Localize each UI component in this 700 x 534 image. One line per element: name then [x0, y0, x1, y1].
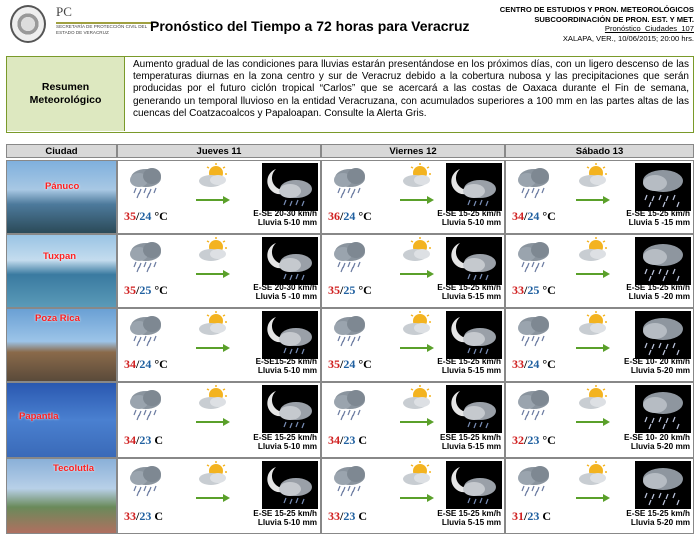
- wind-rain-info: [253, 209, 317, 228]
- temp-separator: /: [340, 283, 344, 297]
- wind-text: E-SE 15-25 km/h: [626, 209, 690, 218]
- temp-unit: C: [358, 509, 368, 523]
- temp-max: 36: [328, 209, 340, 223]
- temp-separator: /: [524, 433, 528, 447]
- wind-rain-info: [624, 433, 690, 452]
- day-forecast-cell: [321, 308, 505, 382]
- temp-max: 34: [124, 357, 136, 371]
- arrow-right-icon: [576, 413, 610, 421]
- temp-min: 23: [139, 509, 152, 523]
- cloud-rain-icon: [514, 313, 554, 347]
- wind-rain-info: [253, 433, 317, 452]
- day-forecast-cell: [505, 382, 694, 458]
- cloud-rain-icon: [330, 165, 370, 199]
- moon-cloud-rain-icon: [446, 461, 502, 509]
- temp-separator: /: [136, 357, 140, 371]
- cloud-rain-icon: [126, 313, 166, 347]
- rain-text: Lluvia 5 -15 mm: [628, 218, 690, 228]
- sun-cloud-icon: [196, 461, 230, 487]
- day-forecast-cell: [117, 458, 321, 534]
- wind-rain-info: [437, 357, 501, 376]
- city-cell: [6, 308, 117, 382]
- arrow-right-icon: [196, 489, 230, 497]
- wind-text: E-SE 15-25 km/h: [626, 283, 690, 292]
- temp-unit: °C: [542, 357, 556, 371]
- cloud-rain-icon: [514, 387, 554, 421]
- sun-cloud-icon: [400, 237, 434, 263]
- temp-max: 33: [512, 357, 524, 371]
- arrow-right-icon: [576, 339, 610, 347]
- temp-unit: °C: [358, 357, 372, 371]
- arrow-right-icon: [196, 265, 230, 273]
- temp-min: 24: [139, 357, 152, 371]
- temp-unit: °C: [542, 433, 556, 447]
- temp-min: 23: [527, 509, 540, 523]
- temp-max: 32: [512, 433, 524, 447]
- arrow-right-icon: [400, 413, 434, 421]
- temp-max: 35: [328, 357, 340, 371]
- temperature: [124, 509, 163, 524]
- temp-min: 23: [343, 433, 356, 447]
- day-forecast-cell: [321, 382, 505, 458]
- temp-separator: /: [524, 357, 528, 371]
- temp-unit: C: [542, 509, 552, 523]
- cloud-rain-icon: [514, 463, 554, 497]
- temp-min: 25: [343, 283, 356, 297]
- night-rain-icon: [635, 461, 691, 509]
- rain-text: Lluvia 5-20 mm: [630, 518, 690, 528]
- org-line1: CENTRO DE ESTUDIOS Y PRON. METEOROLÓGICOS: [499, 5, 694, 14]
- sun-cloud-icon: [576, 461, 610, 487]
- temp-max: 34: [328, 433, 340, 447]
- moon-cloud-rain-icon: [262, 461, 318, 509]
- temp-unit: C: [358, 433, 368, 447]
- city-cell: [6, 382, 117, 458]
- rain-text: Lluvia 5 -10 mm: [255, 292, 317, 302]
- summary-label-line2: Meteorológico: [29, 94, 102, 106]
- night-rain-icon: [635, 163, 691, 211]
- temp-max: 35: [124, 283, 136, 297]
- wind-rain-info: [624, 357, 690, 376]
- day-forecast-cell: [505, 234, 694, 308]
- rain-text: Lluvia 5-10 mm: [257, 218, 317, 228]
- arrow-right-icon: [400, 265, 434, 273]
- temp-unit: °C: [358, 283, 372, 297]
- wind-text: E-SE 15-25 km/h: [437, 509, 501, 518]
- temp-unit: °C: [542, 283, 556, 297]
- temp-separator: /: [524, 283, 528, 297]
- sun-cloud-icon: [576, 311, 610, 337]
- temp-separator: /: [136, 509, 140, 523]
- city-name: Pánuco: [45, 181, 80, 192]
- temp-min: 23: [343, 509, 356, 523]
- summary-label: [7, 57, 125, 131]
- sun-cloud-icon: [576, 385, 610, 411]
- sun-cloud-icon: [400, 461, 434, 487]
- city-name: Tecolutla: [53, 463, 94, 474]
- wind-rain-info: [253, 509, 317, 528]
- rain-text: Lluvia 5-15 mm: [441, 518, 501, 528]
- day-forecast-cell: [117, 160, 321, 234]
- arrow-right-icon: [400, 489, 434, 497]
- temperature: [512, 209, 556, 224]
- summary-label-line1: Resumen: [41, 81, 90, 93]
- temperature: [512, 283, 556, 298]
- table-row: [6, 160, 694, 234]
- wind-rain-info: [440, 433, 501, 452]
- arrow-right-icon: [576, 191, 610, 199]
- temp-separator: /: [524, 209, 528, 223]
- wind-text: E-SE 15-25 km/h: [437, 209, 501, 218]
- temp-unit: °C: [154, 283, 168, 297]
- cloud-rain-icon: [126, 387, 166, 421]
- temp-min: 23: [527, 433, 540, 447]
- temp-unit: °C: [542, 209, 556, 223]
- cloud-rain-icon: [126, 463, 166, 497]
- temperature: [328, 283, 372, 298]
- temperature: [124, 433, 163, 448]
- wind-rain-info: [437, 509, 501, 528]
- temp-min: 24: [343, 357, 356, 371]
- temp-separator: /: [136, 283, 140, 297]
- table-row: [6, 458, 694, 534]
- rain-text: Lluvia 5-10 mm: [257, 442, 317, 452]
- sun-cloud-icon: [196, 385, 230, 411]
- day-forecast-cell: [505, 458, 694, 534]
- temp-max: 34: [124, 433, 136, 447]
- moon-cloud-rain-icon: [446, 237, 502, 285]
- day-forecast-cell: [505, 160, 694, 234]
- day-forecast-cell: [321, 458, 505, 534]
- temp-max: 33: [512, 283, 524, 297]
- pc-logo-text: PC: [56, 4, 72, 19]
- wind-rain-info: [253, 283, 317, 302]
- temp-unit: C: [154, 509, 164, 523]
- city-name: Papantla: [19, 411, 59, 422]
- sun-cloud-icon: [400, 385, 434, 411]
- temperature: [124, 209, 168, 224]
- sun-cloud-icon: [576, 237, 610, 263]
- cloud-rain-icon: [126, 165, 166, 199]
- moon-cloud-rain-icon: [446, 311, 502, 359]
- wind-rain-info: [626, 209, 690, 228]
- wind-text: E-SE15-25 km/h: [255, 357, 317, 366]
- temperature: [328, 509, 367, 524]
- day-forecast-cell: [505, 308, 694, 382]
- rain-text: Lluvia 5-10 mm: [441, 218, 501, 228]
- rain-text: Lluvia 5-10 mm: [257, 518, 317, 528]
- temp-unit: °C: [154, 357, 168, 371]
- temp-min: 24: [343, 209, 356, 223]
- pc-logo: [56, 4, 146, 36]
- rain-text: Lluvia 5-15 mm: [441, 292, 501, 302]
- temp-min: 24: [139, 209, 152, 223]
- org-info: [500, 5, 694, 43]
- cloud-rain-icon: [330, 463, 370, 497]
- temp-unit: C: [154, 433, 164, 447]
- temp-max: 35: [328, 283, 340, 297]
- summary-box: [6, 56, 694, 133]
- night-rain-icon: [635, 311, 691, 359]
- arrow-right-icon: [196, 339, 230, 347]
- city-name: Tuxpan: [43, 251, 77, 262]
- arrow-right-icon: [576, 489, 610, 497]
- moon-cloud-rain-icon: [262, 163, 318, 211]
- arrow-right-icon: [196, 413, 230, 421]
- temp-max: 33: [124, 509, 136, 523]
- temp-separator: /: [340, 433, 344, 447]
- summary-text: Aumento gradual de las condiciones para lluvias estarán presentándose en los próximos días, con un ligero descenso de las temperaturas diurnas en la zona centro y sur de Veracruz debido a la cobertura nubosa y las precipitaciones que serán producidas por el futuro ciclón tropical “Carlos” que se acercará a las costas de Oaxaca durante el Fin de semana, generando un temporal lluvioso en la entidad Veracruzana, con acumulados superiores a 100 mm en las partes altas de las cuencas del Coatzacoalcos y Papaloapan. Consulte la Alerta Gris.: [133, 59, 689, 119]
- cloud-rain-icon: [514, 165, 554, 199]
- table-row: [6, 382, 694, 458]
- temperature: [124, 357, 168, 372]
- temp-max: 31: [512, 509, 524, 523]
- temp-max: 35: [124, 209, 136, 223]
- moon-cloud-rain-icon: [262, 311, 318, 359]
- day-forecast-cell: [117, 382, 321, 458]
- rain-text: Lluvia 5-15 mm: [441, 442, 501, 452]
- temperature: [328, 209, 372, 224]
- temp-separator: /: [524, 509, 528, 523]
- wind-text: E-SE 10- 20 km/h: [624, 433, 690, 442]
- city-cell: [6, 160, 117, 234]
- arrow-right-icon: [576, 265, 610, 273]
- rain-text: Lluvia 5-10 mm: [257, 366, 317, 376]
- header-day2: Viernes 12: [321, 144, 505, 158]
- temp-separator: /: [340, 357, 344, 371]
- moon-cloud-rain-icon: [262, 237, 318, 285]
- page-title: Pronóstico del Tiempo a 72 horas para Veracruz: [150, 18, 470, 34]
- temp-min: 23: [139, 433, 152, 447]
- pc-logo-subtitle: SECRETARÍA DE PROTECCIÓN CIVIL DEL ESTADO DE VERACRUZ: [56, 24, 147, 35]
- arrow-right-icon: [196, 191, 230, 199]
- temperature: [124, 283, 168, 298]
- wind-text: E-SE 20-30 km/h: [253, 283, 317, 292]
- wind-text: E-SE 15-25 km/h: [437, 283, 501, 292]
- temp-separator: /: [340, 209, 344, 223]
- day-forecast-cell: [321, 234, 505, 308]
- table-row: [6, 234, 694, 308]
- moon-cloud-rain-icon: [446, 163, 502, 211]
- temp-separator: /: [136, 433, 140, 447]
- temp-unit: °C: [154, 209, 168, 223]
- sun-cloud-icon: [196, 311, 230, 337]
- sun-cloud-icon: [196, 237, 230, 263]
- wind-text: E-SE 15-25 km/h: [437, 357, 501, 366]
- wind-text: E-SE 15-25 km/h: [253, 509, 317, 518]
- wind-rain-info: [626, 509, 690, 528]
- temperature: [512, 433, 556, 448]
- city-cell: [6, 458, 117, 534]
- wind-text: E-SE 10- 20 km/h: [624, 357, 690, 366]
- city-name: Poza Rica: [35, 313, 80, 324]
- sun-cloud-icon: [576, 163, 610, 189]
- rain-text: Lluvia 5 -20 mm: [628, 292, 690, 302]
- temp-max: 33: [328, 509, 340, 523]
- temperature: [328, 357, 372, 372]
- wind-rain-info: [437, 283, 501, 302]
- arrow-right-icon: [400, 339, 434, 347]
- header-day1: Jueves 11: [117, 144, 321, 158]
- moon-cloud-rain-icon: [262, 385, 318, 433]
- temp-min: 24: [527, 357, 540, 371]
- rain-text: Lluvia 5-20 mm: [630, 442, 690, 452]
- night-rain-icon: [635, 237, 691, 285]
- temp-max: 34: [512, 209, 524, 223]
- day-forecast-cell: [117, 308, 321, 382]
- night-rain-icon: [635, 385, 691, 433]
- cloud-rain-icon: [330, 387, 370, 421]
- wind-text: E-SE 15-25 km/h: [626, 509, 690, 518]
- day-forecast-cell: [117, 234, 321, 308]
- sun-cloud-icon: [196, 163, 230, 189]
- wind-text: E-SE 15-25 km/h: [253, 433, 317, 442]
- cloud-rain-icon: [126, 239, 166, 273]
- city-cell: [6, 234, 117, 308]
- table-row: [6, 308, 694, 382]
- temperature: [512, 357, 556, 372]
- temp-separator: /: [340, 509, 344, 523]
- wind-rain-info: [626, 283, 690, 302]
- temp-min: 25: [139, 283, 152, 297]
- org-line3: Pronóstico_Ciudades_107: [604, 24, 694, 33]
- temperature: [328, 433, 367, 448]
- wind-rain-info: [437, 209, 501, 228]
- arrow-right-icon: [400, 191, 434, 199]
- cloud-rain-icon: [330, 313, 370, 347]
- wind-text: ESE 15-25 km/h: [440, 433, 501, 442]
- cloud-rain-icon: [330, 239, 370, 273]
- wind-text: E-SE 20-30 km/h: [253, 209, 317, 218]
- temp-unit: °C: [358, 209, 372, 223]
- wind-rain-info: [256, 357, 317, 376]
- rain-text: Lluvia 5-20 mm: [630, 366, 690, 376]
- temp-min: 25: [527, 283, 540, 297]
- temperature: [512, 509, 551, 524]
- rain-text: Lluvia 5-15 mm: [441, 366, 501, 376]
- moon-cloud-rain-icon: [446, 385, 502, 433]
- temp-separator: /: [136, 209, 140, 223]
- city-photo: [7, 235, 116, 307]
- seal-logo: [8, 3, 48, 45]
- city-photo: [7, 161, 116, 233]
- header-city: Ciudad: [6, 144, 117, 158]
- header: [0, 0, 700, 52]
- day-forecast-cell: [321, 160, 505, 234]
- cloud-rain-icon: [514, 239, 554, 273]
- sun-cloud-icon: [400, 163, 434, 189]
- sun-cloud-icon: [400, 311, 434, 337]
- temp-min: 24: [527, 209, 540, 223]
- org-line2: SUBCOORDINACIÓN DE PRON. EST. Y MET.: [534, 14, 694, 24]
- header-day3: Sábado 13: [505, 144, 694, 158]
- org-line4: XALAPA, VER., 10/06/2015; 20:00 hrs.: [562, 33, 694, 43]
